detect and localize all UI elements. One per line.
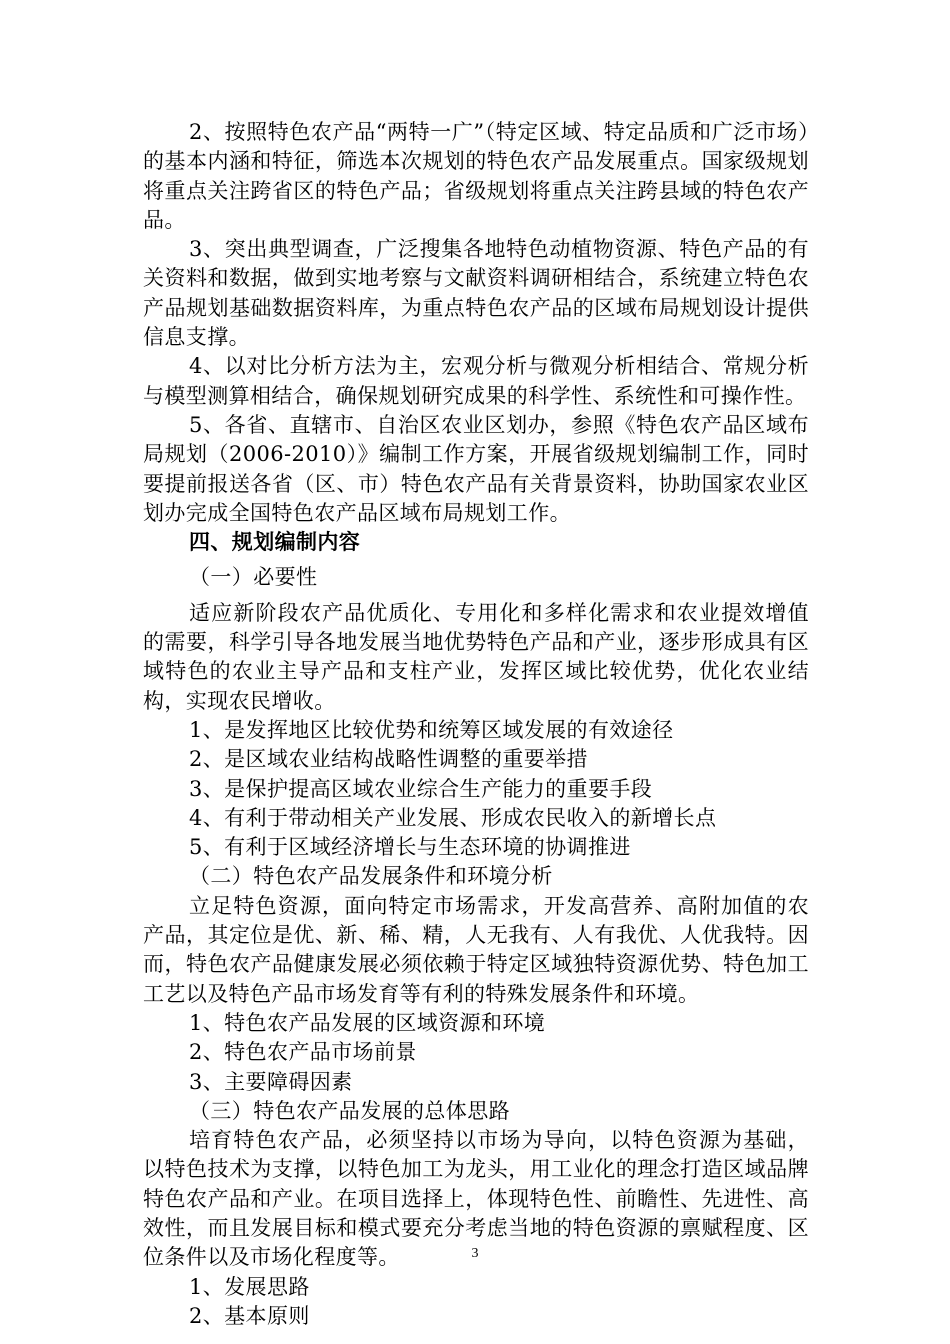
document-body xyxy=(143,118,809,1331)
list-item: 5、有利于区域经济增长与生态环境的协调推进 xyxy=(189,835,631,860)
list-item: 3、主要障碍因素 xyxy=(189,1069,353,1094)
paragraph-analysis-method: 4、以对比分析方法为主，宏观分析与微观分析相结合、常规分析与模型测算相结合，确保规划研究成果的科学性、系统性和可操作性。 xyxy=(143,354,809,408)
section-heading: 四、规划编制内容 xyxy=(189,530,361,555)
page-number: 3 xyxy=(471,1246,479,1261)
subheading-approach: （三）特色农产品发展的总体思路 xyxy=(189,1098,510,1123)
subheading-necessity: （一）必要性 xyxy=(189,565,318,590)
list-item: 2、特色农产品市场前景 xyxy=(189,1040,417,1065)
list-item: 1、是发挥地区比较优势和统筹区域发展的有效途径 xyxy=(189,717,674,742)
paragraph-selection-criteria: 2、按照特色农产品“两特一广”（特定区域、特定品质和广泛市场）的基本内涵和特征，筛选本次规划的特色农产品发展重点。国家级规划将重点关注跨省区的特色产品；省级规划将重点关注跨县域的特色农产品。 xyxy=(143,120,809,232)
conditions-body: 立足特色资源，面向特定市场需求，开发高营养、高附加值的农产品，其定位是优、新、稀、精，人无我有、人有我优、人优我特。因而，特色农产品健康发展必须依赖于特定区域独特资源优势、特色加工工艺以及特色产品市场发育等有利的特殊发展条件和环境。 xyxy=(143,893,809,1006)
list-item: 1、特色农产品发展的区域资源和环境 xyxy=(189,1010,546,1035)
paragraph-typical-survey: 3、突出典型调查，广泛搜集各地特色动植物资源、特色产品的有关资料和数据，做到实地考察与文献资料调研相结合，系统建立特色农产品规划基础数据资料库，为重点特色农产品的区域布局规划设计提供信息支撑。 xyxy=(143,237,809,350)
list-item: 4、有利于带动相关产业发展、形成农民收入的新增长点 xyxy=(189,805,717,830)
necessity-body: 适应新阶段农产品优质化、专用化和多样化需求和农业提效增值的需要，科学引导各地发展当地优势特色产品和产业，逐步形成具有区域特色的农业主导产品和支柱产业，发挥区域比较优势，优化农业结构，实现农民增收。 xyxy=(143,600,809,713)
list-item: 2、是区域农业结构战略性调整的重要举措 xyxy=(189,747,588,772)
subheading-conditions: （二）特色农产品发展条件和环境分析 xyxy=(189,864,553,889)
list-item: 1、发展思路 xyxy=(189,1274,310,1299)
paragraph-provincial-work: 5、各省、直辖市、自治区农业区划办，参照《特色农产品区域布局规划（2006-2010）》编制工作方案，开展省级规划编制工作，同时要提前报送各省（区、市）特色农产品有关背景资料，协助国家农业区划办完成全国特色农产品区域布局规划工作。 xyxy=(143,412,809,525)
approach-body: 培育特色农产品，必须坚持以市场为导向，以特色资源为基础，以特色技术为支撑，以特色加工为龙头，用工业化的理念打造区域品牌特色农产品和产业。在项目选择上，体现特色性、前瞻性、先进性、高效性，而且发展目标和模式要充分考虑当地的特色资源的禀赋程度、区位条件以及市场化程度等。 xyxy=(143,1128,809,1270)
list-item: 2、基本原则 xyxy=(189,1303,310,1328)
list-item: 3、是保护提高区域农业综合生产能力的重要手段 xyxy=(189,776,653,801)
